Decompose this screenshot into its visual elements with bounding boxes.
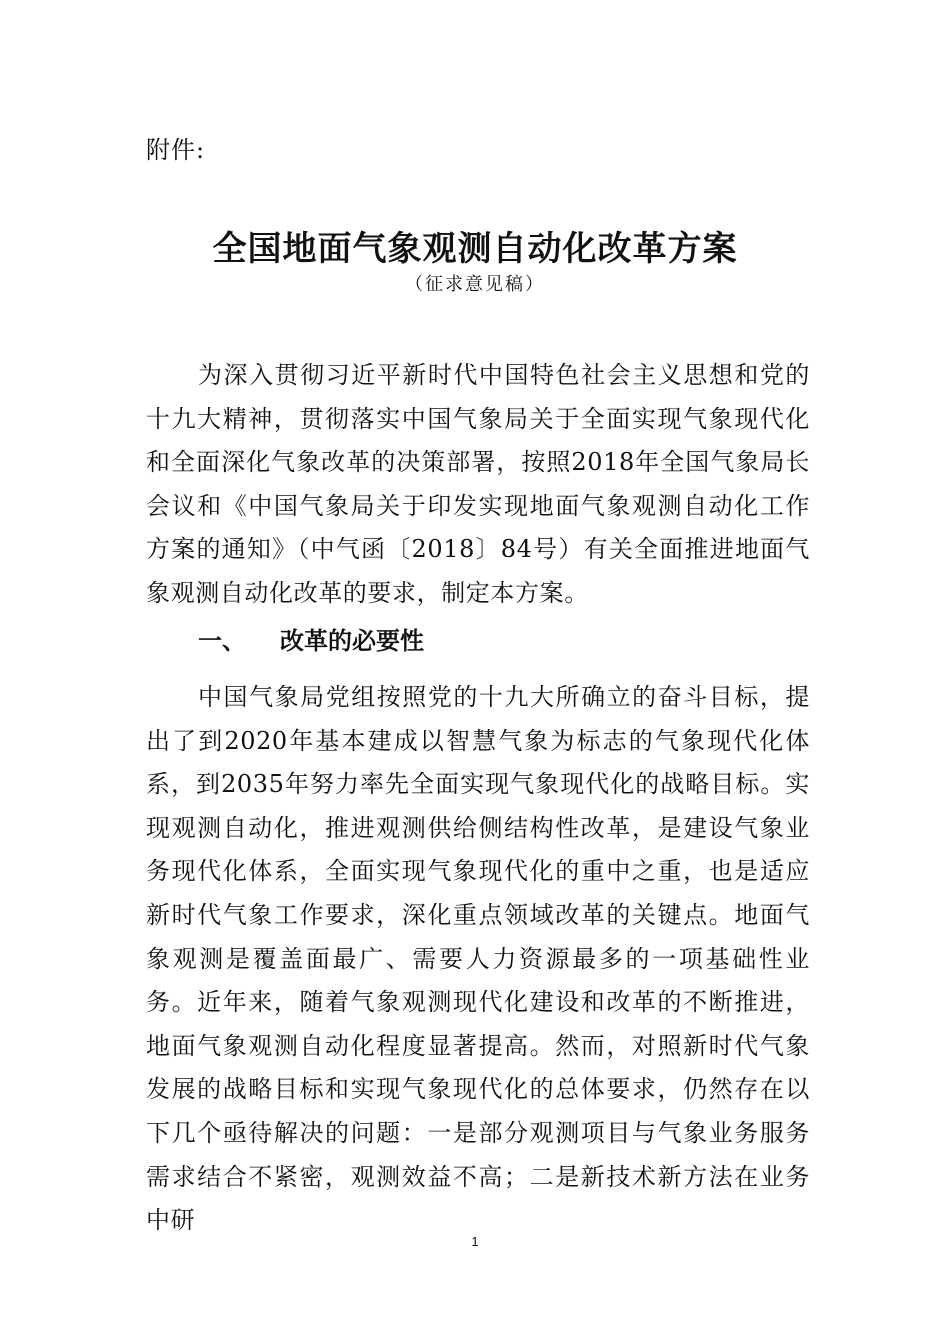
- section-paragraph: 中国气象局党组按照党的十九大所确立的奋斗目标，提出了到2020年基本建成以智慧气象为标志的气象现代化体系，到2035年努力率先全面实现气象现代化的战略目标。实现观测自动化，推进观测供给侧结构性改革，是建设气象业务现代化体系，全面实现气象现代化的重中之重，也是适应新时代气象工作要求，深化重点领域改革的关键点。地面气象观测是覆盖面最广、需要人力资源最多的一项基础性业务。近年来，随着气象观测现代化建设和改革的不断推进，地面气象观测自动化程度显著提高。然而，对照新时代气象发展的战略目标和实现气象现代化的总体要求，仍然存在以下几个亟待解决的问题：一是部分观测项目与气象业务服务需求结合不紧密，观测效益不高；二是新技术新方法在业务中研: [146, 683, 810, 1235]
- attachment-label: 附件:: [146, 136, 206, 164]
- document-subtitle: （征求意见稿）: [405, 274, 545, 295]
- section-title: 改革的必要性: [280, 627, 424, 655]
- page-number: 1: [471, 1234, 479, 1249]
- section-heading: [198, 621, 424, 661]
- intro-paragraph: 为深入贯彻习近平新时代中国特色社会主义思想和党的十九大精神，贯彻落实中国气象局关于全面实现气象现代化和全面深化气象改革的决策部署，按照2018年全国气象局长会议和《中国气象局关于印发实现地面气象观测自动化工作方案的通知》（中气函〔2018〕84号）有关全面推进地面气象观测自动化改革的要求，制定本方案。: [146, 361, 810, 607]
- document-title: 全国地面气象观测自动化改革方案: [212, 229, 738, 269]
- section-number: 一、: [198, 627, 246, 655]
